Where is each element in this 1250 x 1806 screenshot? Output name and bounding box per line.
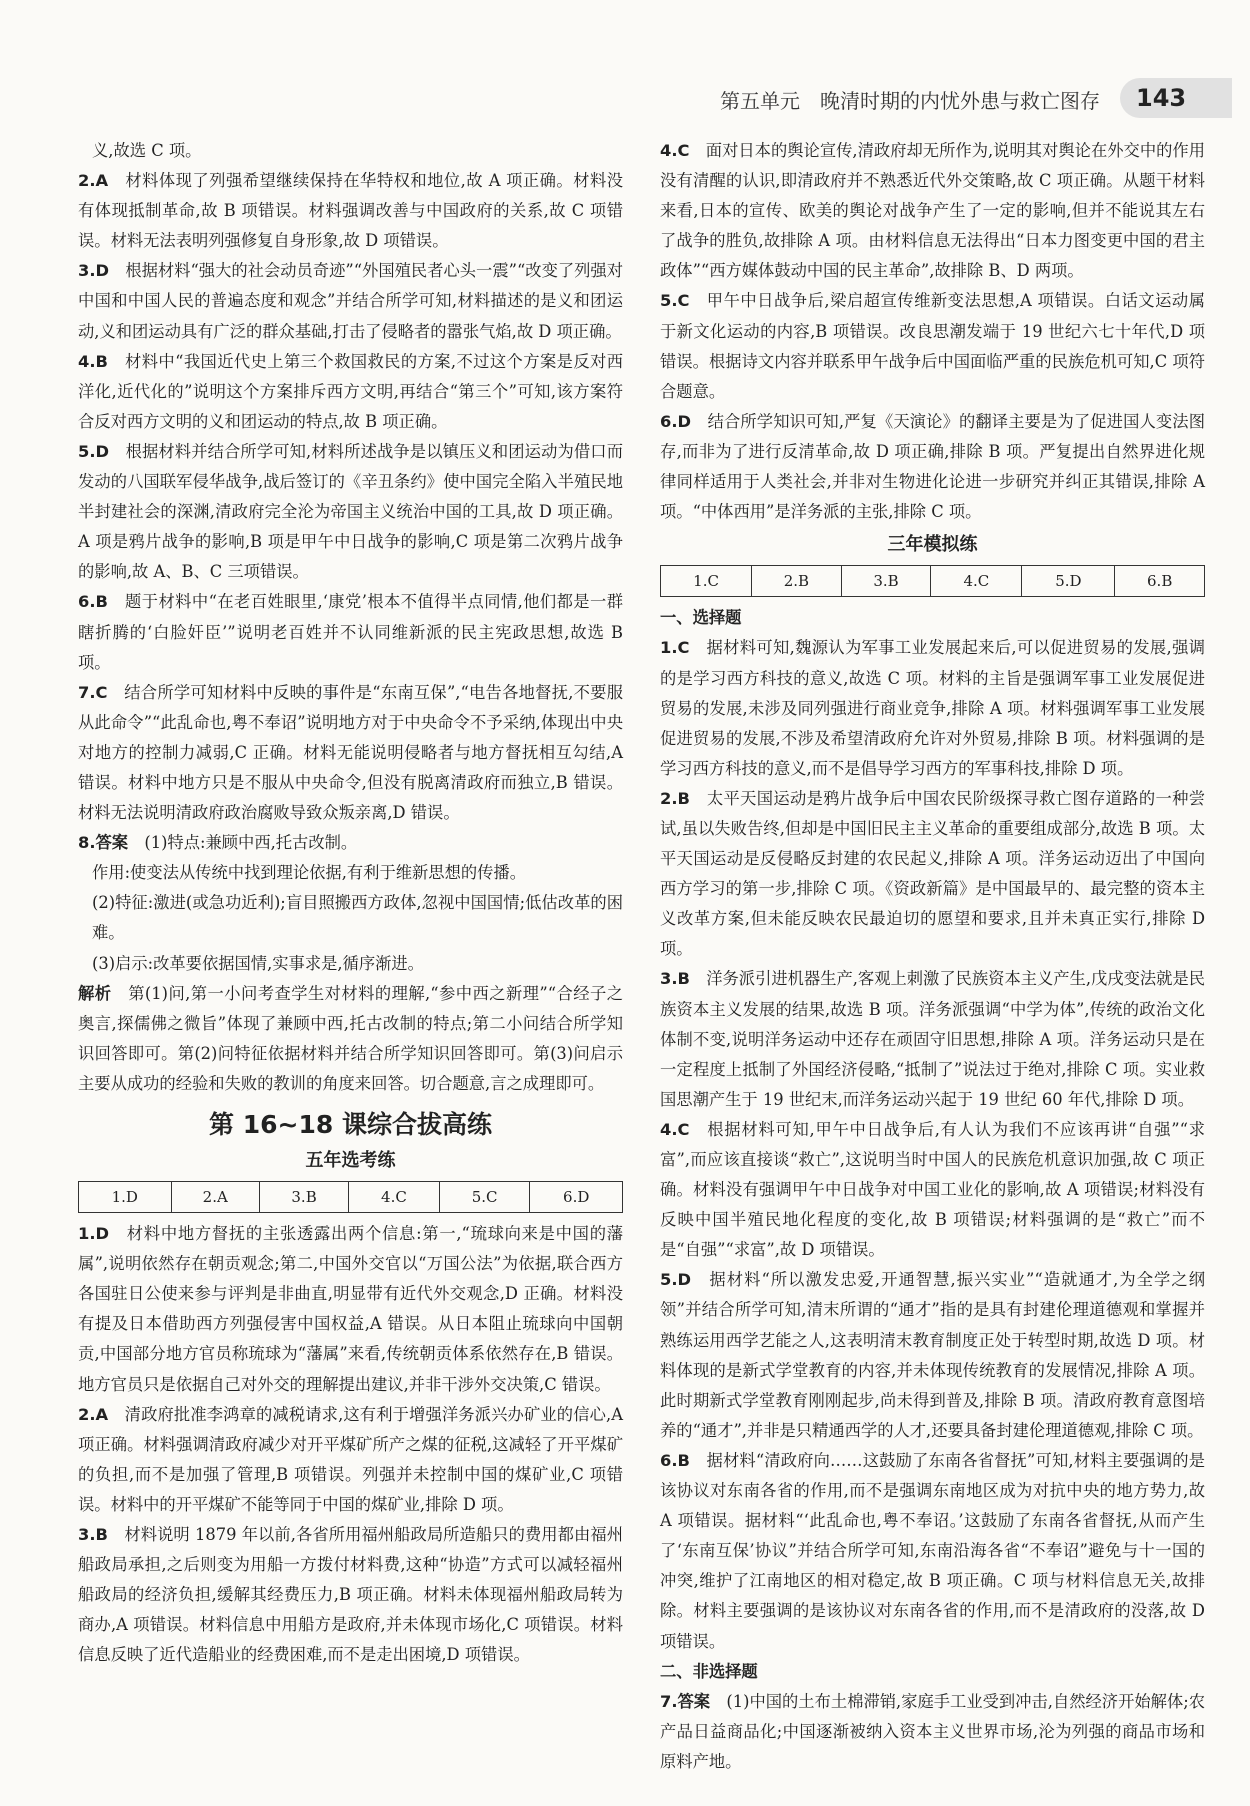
answer-paragraph	[78, 587, 623, 677]
item-text: 太平天国运动是鸦片战争后中国农民阶级探寻救亡图存道路的一种尝试,虽以失败告终,但却是中国旧民主主义革命的重要组成部分,故选 B 项。太平天国运动是反侵略反封建的农民起义,排除 A 项。洋务运动迈出了中国向西方学习的第一步,排除 C 项。《资政新篇》是中国最早的、最完整的资本主义改革方案,但未能反映农民最迫切的愿望和要求,且并未真正实行,排除 D 项。	[660, 788, 1205, 959]
answer-paragraph	[78, 1219, 623, 1400]
answer-cell: 5.C	[439, 1182, 530, 1213]
left-answer-list	[78, 136, 623, 1099]
right-answer-list-2	[660, 633, 1205, 1656]
item-number: 5.D	[78, 441, 110, 461]
item-text: (1)中国的土布土棉滞销,家庭手工业受到冲击,自然经济开始解体;农产品日益商品化;中国逐渐被纳入资本主义世界市场,沦为列强的商品市场和原料产地。	[660, 1691, 1205, 1771]
item-text: 结合所学可知材料中反映的事件是“东南互保”,“电告各地督抚,不要服从此命令”“此乱命也,粤不奉诏”说明地方对于中央命令不予采纳,体现出中央对地方的控制力减弱,C 正确。材料无能说明侵略者与地方督抚相互勾结,A 错误。材料中地方只是不服从中央命令,但没有脱离清政府而独立,B 错误。材料无法说明清政府政治腐败导致众叛亲离,D 错误。	[78, 682, 623, 823]
item-number: 5.D	[660, 1270, 692, 1290]
item-number: 7.答案	[660, 1691, 711, 1711]
part-heading-choice: 一、选择题	[660, 608, 742, 628]
item-number: 4.C	[660, 141, 690, 160]
answer-key-table-five-year	[78, 1181, 623, 1213]
item-text: 清政府批准李鸿章的减税请求,这有利于增强洋务派兴办矿业的信心,A 项正确。材料强调清政府减少对开平煤矿所产之煤的征税,这减轻了开平煤矿的负担,而不是加强了管理,B 项错误。列强并未控制中国的煤矿业,C 项错误。材料中的开平煤矿不能等同于中国的煤矿业,排除 D 项。	[78, 1404, 623, 1514]
item-text: (1)特点:兼顾中西,托古改制。	[128, 833, 358, 853]
item-text: (3)启示:改革要依据国情,实事求是,循序渐进。	[92, 953, 424, 973]
right-column	[660, 136, 1205, 1777]
item-text: 据材料“所以激发忠爱,开通智慧,振兴实业”“造就通才,为全学之纲领”并结合所学可知,清末所谓的“通才”指的是具有封建伦理道德观和掌握并熟练运用西学艺能之人,这表明清末教育制度正处于转型时期,故选 D 项。材料体现的是新式学堂教育的内容,并未体现传统教育的发展情况,排除 A 项。此时期新式学堂教育刚刚起步,尚未得到普及,排除 B 项。清政府教育意图培养的“通才”,并非是只精通西学的人才,还要具备封建伦理道德观,排除 C 项。	[660, 1270, 1205, 1440]
item-text: 材料中地方督抚的主张透露出两个信息:第一,“琉球向来是中国的藩属”,说明依然存在朝贡观念;第二,中国外交官以“万国公法”为依据,联合西方各国驻日公使来参与评判是非曲直,明显带有近代外交观念,D 正确。材料没有提及日本借助西方列强侵害中国权益,A 错误。从日本阻止琉球向中国朝贡,中国部分地方官员称琉球为“藩属”来看,传统朝贡体系依然存在,B 错误。地方官员只是依据自己对外交的理解提出建议,并非干涉外交决策,C 错误。	[78, 1224, 623, 1394]
answer-paragraph	[78, 256, 623, 346]
section-title-three-year: 三年模拟练	[887, 534, 978, 556]
item-text: 甲午中日战争后,梁启超宣传维新变法思想,A 项错误。白话文运动属于新文化运动的内容,B 项错误。改良思潮发端于 19 世纪六七十年代,D 项错误。根据诗文内容并联系甲午战争后中国面临严重的民族危机可知,C 项符合题意。	[660, 291, 1205, 401]
subsection-title: 五年选考练	[305, 1150, 396, 1171]
item-text: 结合所学知识可知,严复《天演论》的翻译主要是为了促进国人变法图存,而非为了进行反清革命,故 D 项正确,排除 B 项。严复提出自然界进化规律同样适用于人类社会,并非对生物进化论进一步研究并纠正其错误,排除 A 项。“中体西用”是洋务派的主张,排除 C 项。	[660, 411, 1205, 522]
item-text: 材料体现了列强希望继续保持在华特权和地位,故 A 项正确。材料没有体现抵制革命,故 B 项错误。材料强调改善与中国政府的关系,故 C 项错误。材料无法表明列强修复自身形象,故 D 项错误。	[78, 171, 623, 251]
item-number: 2.B	[660, 788, 690, 808]
answer-paragraph	[660, 407, 1205, 527]
right-answer-list	[660, 136, 1205, 527]
item-number: 6.B	[660, 1450, 690, 1470]
item-text: (2)特征:激进(或急功近利);盲目照搬西方政体,忽视中国国情;低估改革的困难。	[92, 893, 623, 943]
item-number: 6.B	[78, 592, 108, 612]
answer-paragraph	[660, 1265, 1205, 1446]
answer-paragraph	[78, 1400, 623, 1520]
answer-cell: 4.C	[931, 566, 1022, 597]
answer-cell: 1.C	[661, 566, 752, 597]
section-title: 第 16~18 课综合拔高练	[209, 1110, 492, 1139]
answer-cell: 5.D	[1022, 566, 1115, 597]
item-number: 4.B	[78, 351, 108, 371]
item-text: 材料中“我国近代史上第三个救国救民的方案,不过这个方案是反对西洋化,近代化的”说明这个方案排斥西方文明,再结合“第三个”可知,该方案符合反对西方文明的义和团运动的特点,故 B 项正确。	[78, 351, 623, 431]
item-number: 2.A	[78, 171, 109, 191]
answer-paragraph	[660, 964, 1205, 1114]
part-heading-nonchoice: 二、非选择题	[660, 1661, 758, 1681]
answer-paragraph	[78, 1520, 623, 1670]
answer-paragraph	[78, 166, 623, 256]
answer-paragraph	[660, 1687, 1205, 1777]
answer-paragraph	[78, 979, 623, 1099]
answer-paragraph	[660, 1115, 1205, 1265]
item-text: 据材料“清政府向……这鼓励了东南各省督抚”可知,材料主要强调的是该协议对东南各省的作用,而不是强调东南地区成为对抗中央的地方势力,故 A 项错误。据材料“‘此乱命也,粤不奉诏。’这鼓励了东南各省督抚,从而产生了‘东南互保’协议”并结合所学可知,东南沿海各省“不奉诏”避免与十一国的冲突,维护了江南地区的相对稳定,故 B 项正确。C 项与材料信息无关,故排除。材料主要强调的是该协议对东南各省的作用,而不是清政府的没落,故 D 项错误。	[660, 1450, 1205, 1651]
item-number: 3.D	[78, 261, 110, 281]
page-header	[0, 78, 1250, 118]
item-number: 1.C	[660, 638, 690, 658]
item-number: 7.C	[78, 682, 108, 702]
item-text: 根据材料可知,甲午中日战争后,有人认为我们不应该再讲“自强”“求富”,而应该直接谈“救亡”,这说明当时中国人的民族危机意识加强,故 C 项正确。材料没有强调甲午中日战争对中国工业化的影响,故 A 项错误;材料没有反映中国半殖民地化程度的变化,故 B 项错误;材料强调的是“救亡”而不是“自强”“求富”,故 D 项错误。	[660, 1119, 1205, 1260]
answer-paragraph	[78, 678, 623, 828]
answer-cell: 3.B	[260, 1182, 349, 1213]
item-text: 根据材料“强大的社会动员奇迹”“外国殖民者心头一震”“改变了列强对中国和中国人民的普遍态度和观念”并结合所学可知,材料描述的是义和团运动,义和团运动具有广泛的群众基础,打击了侵略者的嚣张气焰,故 D 项正确。	[78, 261, 623, 341]
item-text: 义,故选 C 项。	[92, 141, 202, 160]
answer-paragraph	[660, 136, 1205, 286]
answer-paragraph	[78, 828, 623, 858]
item-number: 3.B	[660, 969, 690, 989]
item-number: 2.A	[78, 1404, 109, 1424]
answer-cell: 6.B	[1115, 566, 1205, 597]
item-number: 8.答案	[78, 833, 129, 853]
left-column	[78, 136, 623, 1671]
answer-paragraph	[660, 633, 1205, 783]
answer-paragraph	[78, 347, 623, 437]
answer-paragraph	[660, 784, 1205, 965]
answer-paragraph	[78, 858, 623, 888]
answer-cell: 6.D	[530, 1182, 623, 1213]
item-text: 根据材料并结合所学可知,材料所述战争是以镇压义和团运动为借口而发动的八国联军侵华战争,战后签订的《辛丑条约》使中国完全陷入半殖民地半封建社会的深渊,清政府完全沦为帝国主义统治中国的工具,故 D 项正确。A 项是鸦片战争的影响,B 项是甲午中日战争的影响,C 项是第二次鸦片战争的影响,故 A、B、C 三项错误。	[78, 441, 623, 582]
item-text: 第(1)问,第一小问考查学生对材料的理解,“参中西之新理”“合经子之奥言,探儒佛之微旨”体现了兼顾中西,托古改制的特点;第二小问结合所学知识回答即可。第(2)问特征依据材料并结合所学知识回答即可。第(3)问启示主要从成功的经验和失败的教训的角度来回答。切合题意,言之成理即可。	[78, 983, 623, 1093]
item-number: 6.D	[660, 411, 692, 431]
item-text: 据材料可知,魏源认为军事工业发展起来后,可以促进贸易的发展,强调的是学习西方科技的意义,故选 C 项。材料的主旨是强调军事工业发展促进贸易的发展,未涉及同列强进行商业竞争,排除 A 项。材料强调军事工业发展促进贸易的发展,不涉及希望清政府允许对外贸易,排除 B 项。材料强调的是学习西方科技的意义,而不是倡导学习西方的军事科技,排除 D 项。	[660, 638, 1205, 778]
item-text: 材料说明 1879 年以前,各省所用福州船政局所造船只的费用都由福州船政局承担,之后则变为用船一方拨付材料费,这种“协造”方式可以减轻福州船政局的经济负担,缓解其经费压力,B 项正确。材料未体现福州船政局转为商办,A 项错误。材料信息中用船方是政府,并未体现市场化,C 项错误。材料信息反映了近代造船业的经费困难,而不是走出困境,D 项错误。	[78, 1525, 623, 1665]
page-number: 143	[1120, 78, 1232, 118]
answer-paragraph	[78, 136, 623, 166]
answer-cell: 4.C	[349, 1182, 440, 1213]
item-text: 题于材料中“在老百姓眼里,‘康党’根本不值得半点同情,他们都是一群瞎折腾的‘白脸奸臣’”说明老百姓并不认同维新派的民主宪政思想,故选 B 项。	[78, 592, 623, 672]
answer-paragraph	[78, 949, 623, 979]
item-number: 解析	[78, 983, 112, 1003]
left-answer-list-2	[78, 1219, 623, 1670]
item-number: 1.D	[78, 1224, 110, 1244]
item-number: 4.C	[660, 1119, 690, 1139]
unit-title: 第五单元 晚清时期的内忧外患与救亡图存	[720, 89, 1100, 113]
answer-paragraph	[78, 437, 623, 587]
answer-key-table-three-year	[660, 565, 1205, 597]
right-answer-list-3	[660, 1687, 1205, 1777]
answer-cell: 2.A	[171, 1182, 259, 1213]
answer-cell: 3.B	[841, 566, 931, 597]
item-text: 洋务派引进机器生产,客观上刺激了民族资本主义产生,戊戌变法就是民族资本主义发展的结果,故选 B 项。洋务派强调“中学为体”,传统的政治文化体制不变,说明洋务运动中还存在顽固守旧思想,排除 A 项。洋务运动只是在一定程度上抵制了外国经济侵略,“抵制了”说法过于绝对,排除 C 项。实业救国思潮产生于 19 世纪末,而洋务运动兴起于 19 世纪 60 年代,排除 D 项。	[660, 969, 1206, 1109]
answer-cell: 2.B	[752, 566, 842, 597]
item-number: 3.B	[78, 1525, 108, 1545]
item-text: 作用:使变法从传统中找到理论依据,有利于维新思想的传播。	[92, 863, 526, 883]
item-number: 5.C	[660, 291, 690, 311]
answer-paragraph	[78, 888, 623, 948]
answer-paragraph	[660, 1446, 1205, 1657]
answer-paragraph	[660, 286, 1205, 406]
item-text: 面对日本的舆论宣传,清政府却无所作为,说明其对舆论在外交中的作用没有清醒的认识,即清政府并不熟悉近代外交策略,故 C 项正确。从题干材料来看,日本的宣传、欧美的舆论对战争产生了一定的影响,但并不能说其左右了战争的胜负,故排除 A 项。由材料信息无法得出“日本力图变更中国的君主政体”“西方媒体鼓动中国的民主革命”,故排除 B、D 两项。	[660, 141, 1205, 281]
answer-cell: 1.D	[79, 1182, 172, 1213]
